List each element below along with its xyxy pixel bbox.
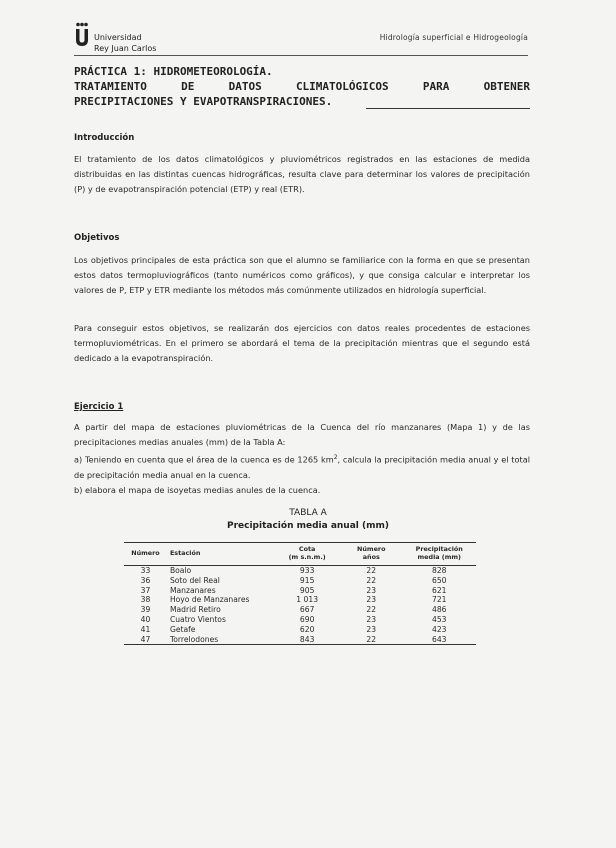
- title-line-1: PRÁCTICA 1: HIDROMETEOROLOGÍA.: [74, 65, 273, 78]
- exercise-intro: A partir del mapa de estaciones pluviométricas de la Cuenca del río manzanares (Mapa 1) y de las precipitaciones medias anuales (mm) de la Tabla A:: [74, 422, 530, 447]
- intro-heading: Introducción: [74, 133, 135, 143]
- header-precipitacion: Precipitación media (mm): [403, 543, 477, 566]
- table-row: 47 Torrelodones 843 22 643: [124, 635, 476, 645]
- table-row: 40 Cuatro Vientos 690 23 453: [140, 614, 447, 624]
- table-row: 37 Manzanares 905 23 621: [140, 585, 447, 595]
- table-caption: TABLA A: [289, 508, 327, 518]
- exercise-heading: Ejercicio 1: [74, 402, 124, 412]
- table-row: 36 Soto del Real 915 22 650: [140, 575, 447, 585]
- intro-paragraph: El tratamiento de los datos climatológicos y pluviométricos registrados en las estaciones de medida distribuidas en las distintas cuencas hidrográficas, resulta clave para determinar los valores de precipitación (P) y de evapotranspiración potencial (ETP) y real (ETR).: [74, 154, 530, 194]
- table-row: 38 Hoyo de Manzanares 1 013 23 721: [140, 595, 447, 605]
- university-crest-icon: [74, 22, 90, 48]
- header-divider: [74, 55, 528, 56]
- university-name: Universidad Rey Juan Carlos: [94, 33, 157, 53]
- header-numero: Número: [124, 543, 167, 566]
- exercise-item-b: b) elabora el mapa de isoyetas medias anules de la cuenca.: [74, 484, 321, 495]
- course-name: Hidrología superficial e Hidrogeología: [379, 33, 528, 42]
- header-cota: Cota (m s.n.m.): [274, 543, 340, 566]
- table-row: 39 Madrid Retiro 667 22 486: [140, 605, 447, 615]
- title-line-2: TRATAMIENTO DE DATOS CLIMATOLÓGICOS PARA OBTENER: [74, 80, 530, 93]
- exercise-item-a: a) Teniendo en cuenta que el área de la cuenca es de 1265 $km^2$, calcula la precipitación media anual y el total de precipitación media anual en la cuenca.: [74, 454, 530, 480]
- table-header-row: [124, 543, 476, 566]
- exercise-statement: [74, 420, 530, 498]
- header-estacion: Estación: [167, 543, 274, 566]
- page-title: [74, 64, 530, 109]
- table-row: 33 Boalo 933 22 828: [140, 566, 447, 575]
- objectives-paragraph-1: Los objetivos principales de esta práctica son que el alumno se familiarice con la forma en que se presentan estos datos termopluviográficos (tanto numéricos como gráficos), y que consiga calcular e interpretar los valores de P, ETP y ETR mediante los métodos más comúnmente utilizados en hidrología superficial.: [74, 255, 530, 295]
- objectives-paragraph-2: Para conseguir estos objetivos, se realizarán dos ejercicios con datos reales procedentes de estaciones termopluviométricas. En el primero se abordará el tema de la precipitación mientras que el segundo está dedicado a la evapotranspiración.: [74, 323, 530, 363]
- table-subtitle: Precipitación media anual (mm): [227, 521, 389, 531]
- precipitation-table: [124, 542, 476, 645]
- table-row: 41 Getafe 620 23 423: [140, 624, 447, 634]
- objectives-heading: Objetivos: [74, 233, 120, 243]
- header-anos: Número años: [340, 543, 403, 566]
- university-logo: [74, 18, 184, 58]
- title-line-3: PRECIPITACIONES Y EVAPOTRANSPIRACIONES.: [74, 95, 333, 108]
- title-underline: [366, 108, 530, 109]
